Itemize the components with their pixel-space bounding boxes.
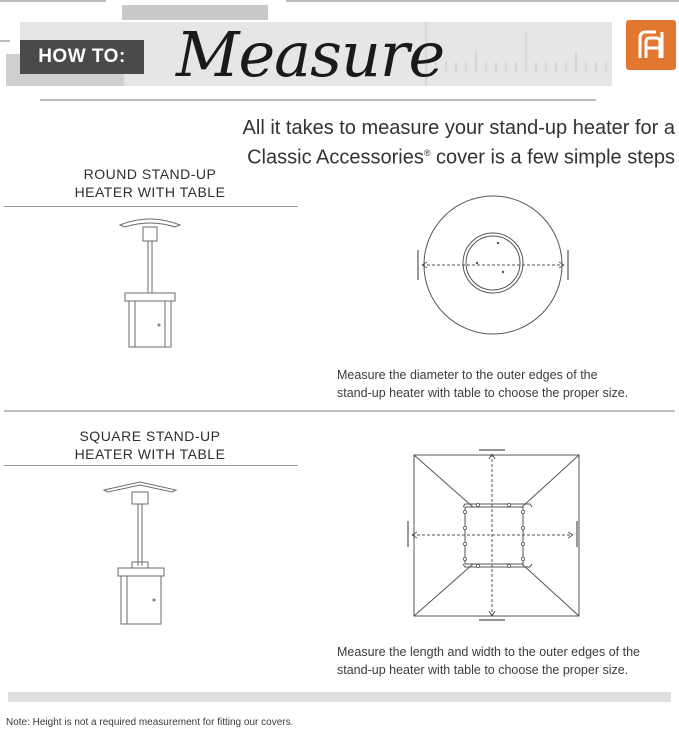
header-left-line <box>0 40 10 42</box>
how-to-badge: HOW TO: <box>20 40 144 74</box>
footer-band <box>8 692 671 702</box>
square-section-title: SQUARE STAND-UP HEATER WITH TABLE <box>74 428 226 462</box>
intro-line-1: All it takes to measure your stand-up heater for a <box>242 117 675 139</box>
ruler-graphic <box>426 22 612 86</box>
page-title: Measure <box>176 18 445 91</box>
header-top-line-right <box>286 0 679 2</box>
square-heater-illustration <box>100 478 180 628</box>
round-title-underline <box>4 206 298 207</box>
intro-text <box>215 116 675 171</box>
round-top-view-diagram <box>405 190 575 340</box>
intro-line-2: Classic Accessories® cover is a few simple steps <box>247 146 675 169</box>
round-caption: Measure the diameter to the outer edges of the stand-up heater with table to choose the proper size. <box>337 368 629 400</box>
square-title-underline <box>4 465 298 466</box>
square-caption: Measure the length and width to the outer edges of the stand-up heater with table to choose the proper size. <box>337 645 640 677</box>
round-section-title: ROUND STAND-UP HEATER WITH TABLE <box>74 166 226 200</box>
round-heater-illustration <box>115 215 185 350</box>
header-top-line-left <box>0 0 106 2</box>
square-top-view-diagram <box>405 446 580 621</box>
header-bottom-line <box>40 99 596 101</box>
logo-mark-icon <box>626 20 676 70</box>
footer-note: Note: Height is not a required measurement for fitting our covers. <box>6 717 294 728</box>
brand-logo <box>626 20 676 70</box>
section-divider <box>4 410 675 412</box>
